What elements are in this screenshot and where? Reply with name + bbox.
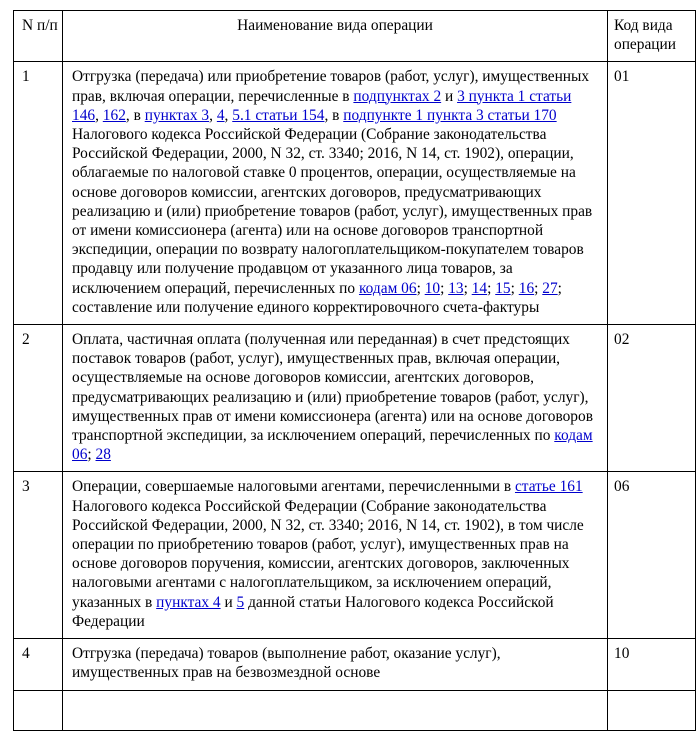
- row-number: 3: [14, 472, 63, 639]
- header-row: [14, 11, 696, 62]
- operation-code: 02: [608, 325, 696, 472]
- legal-ref-link[interactable]: 5: [236, 593, 245, 611]
- table-row: [14, 62, 696, 325]
- header-operation-code: Код вида операции: [608, 11, 696, 62]
- operation-code: [608, 690, 696, 730]
- legal-ref-link[interactable]: подпунктах 2: [353, 87, 442, 105]
- description-text: ;: [487, 279, 496, 297]
- description-text: Налогового кодекса Российской Федерации (Собрание законодательства Российской Федерации, 2000, N 32, ст. 3340; 2016, N 14, ст. 1902), операции, облагаемые по налоговой ставке 0 процентов, операции, осуществляемые на основе договоров комиссии, агентских договоров, предусматривающих реализацию и (или) приобретение товаров (работ, услуг), имущественных прав от имени комиссионера (агента) или на основе договоров транспортной экспедиции, операции по возврату налогоплательщиком-покупателем товаров продавцу или получение продавцом от указанного лица товаров, за исключением операций, перечисленных по: [72, 126, 593, 297]
- operation-code: 06: [608, 472, 696, 639]
- description-text: ,: [95, 106, 103, 124]
- legal-ref-link[interactable]: 162: [102, 106, 126, 124]
- legal-ref-link[interactable]: 16: [518, 279, 535, 297]
- legal-ref-link[interactable]: 27: [542, 279, 558, 297]
- header-operation-name: Наименование вида операции: [63, 11, 608, 62]
- header-row-number: N п/п: [14, 11, 63, 62]
- description-text: ; составление или получение единого корректировочного счета-фактуры: [72, 279, 562, 316]
- operation-codes-table: [13, 10, 696, 731]
- legal-ref-link[interactable]: 4: [216, 106, 225, 124]
- legal-ref-link[interactable]: 28: [95, 446, 111, 464]
- legal-ref-link[interactable]: 13: [448, 279, 464, 297]
- description-text: , в: [125, 106, 145, 124]
- description-text: ;: [440, 279, 449, 297]
- table-row: [14, 639, 696, 690]
- legal-ref-link[interactable]: 10: [424, 279, 441, 297]
- table-row: [14, 325, 696, 472]
- operation-codes-document: [13, 10, 696, 731]
- description-text: Налогового кодекса Российской Федерации (Собрание законодательства Российской Федерации, 2000, N 32, ст. 3340; 2016, N 14, ст. 1902), в том числе операции по приобретению товаров (работ, услуг), имущественных прав на основе договоров поручения, комиссии, агентских договоров, заключенных налоговыми агентами с налогоплательщиком, за исключением операций, указанных в: [72, 497, 584, 611]
- partial-table-row: [14, 690, 696, 730]
- row-number: [14, 690, 63, 730]
- description-text: ;: [534, 279, 543, 297]
- row-number: 4: [14, 639, 63, 690]
- legal-ref-link[interactable]: пунктах 4: [156, 593, 221, 611]
- operation-description: [63, 639, 608, 690]
- legal-ref-link[interactable]: кодам 06: [358, 279, 417, 297]
- legal-ref-link[interactable]: 15: [495, 279, 511, 297]
- operation-description: [63, 325, 608, 472]
- legal-ref-link[interactable]: подпункте 1 пункта 3 статьи 170: [343, 106, 557, 124]
- description-text: Операции, совершаемые налоговыми агентами, перечисленными в: [72, 478, 515, 496]
- operation-table-body: [14, 62, 696, 730]
- legal-ref-link[interactable]: 14: [471, 279, 488, 297]
- row-number: 2: [14, 325, 63, 472]
- legal-ref-link[interactable]: пунктах 3: [144, 106, 210, 124]
- operation-description: [63, 690, 608, 730]
- description-text: , в: [324, 106, 344, 124]
- operation-code: 01: [608, 62, 696, 325]
- description-text: Оплата, частичная оплата (полученная или переданная) в счет предстоящих поставок товаров (работ, услуг), имущественных прав, включая операции, осуществляемые на основе договоров комиссии, агентских договоров, предусматривающих реализацию и (или) приобретение товаров (работ, услуг), имущественных прав от имени комиссионера (агента) или на основе договоров транспортной экспедиции, за исключением операций, перечисленных по: [72, 331, 593, 445]
- description-text: ,: [224, 106, 233, 124]
- description-text: и: [220, 593, 237, 611]
- description-text: ;: [87, 446, 96, 464]
- description-text: ;: [510, 279, 519, 297]
- legal-ref-link[interactable]: кодам 06: [72, 427, 593, 464]
- operation-code: 10: [608, 639, 696, 690]
- description-text: и: [441, 87, 458, 105]
- legal-ref-link[interactable]: 3 пункта 1 статьи 146: [72, 87, 572, 124]
- legal-ref-link[interactable]: статье 161: [514, 478, 583, 496]
- row-number: 1: [14, 62, 63, 325]
- table-row: [14, 472, 696, 639]
- operation-description: [63, 472, 608, 639]
- description-text: ;: [416, 279, 425, 297]
- description-text: Отгрузка (передача) или приобретение товаров (работ, услуг), имущественных прав, включая операции, перечисленные в: [72, 68, 590, 105]
- operation-description: [63, 62, 608, 325]
- legal-ref-link[interactable]: 5.1 статьи 154: [232, 106, 325, 124]
- description-text: данной статьи Налогового кодекса Российской Федерации: [72, 593, 554, 630]
- description-text: ,: [209, 106, 217, 124]
- description-text: Отгрузка (передача) товаров (выполнение работ, оказание услуг), имущественных прав на безвозмездной основе: [72, 645, 501, 682]
- description-text: ;: [463, 279, 472, 297]
